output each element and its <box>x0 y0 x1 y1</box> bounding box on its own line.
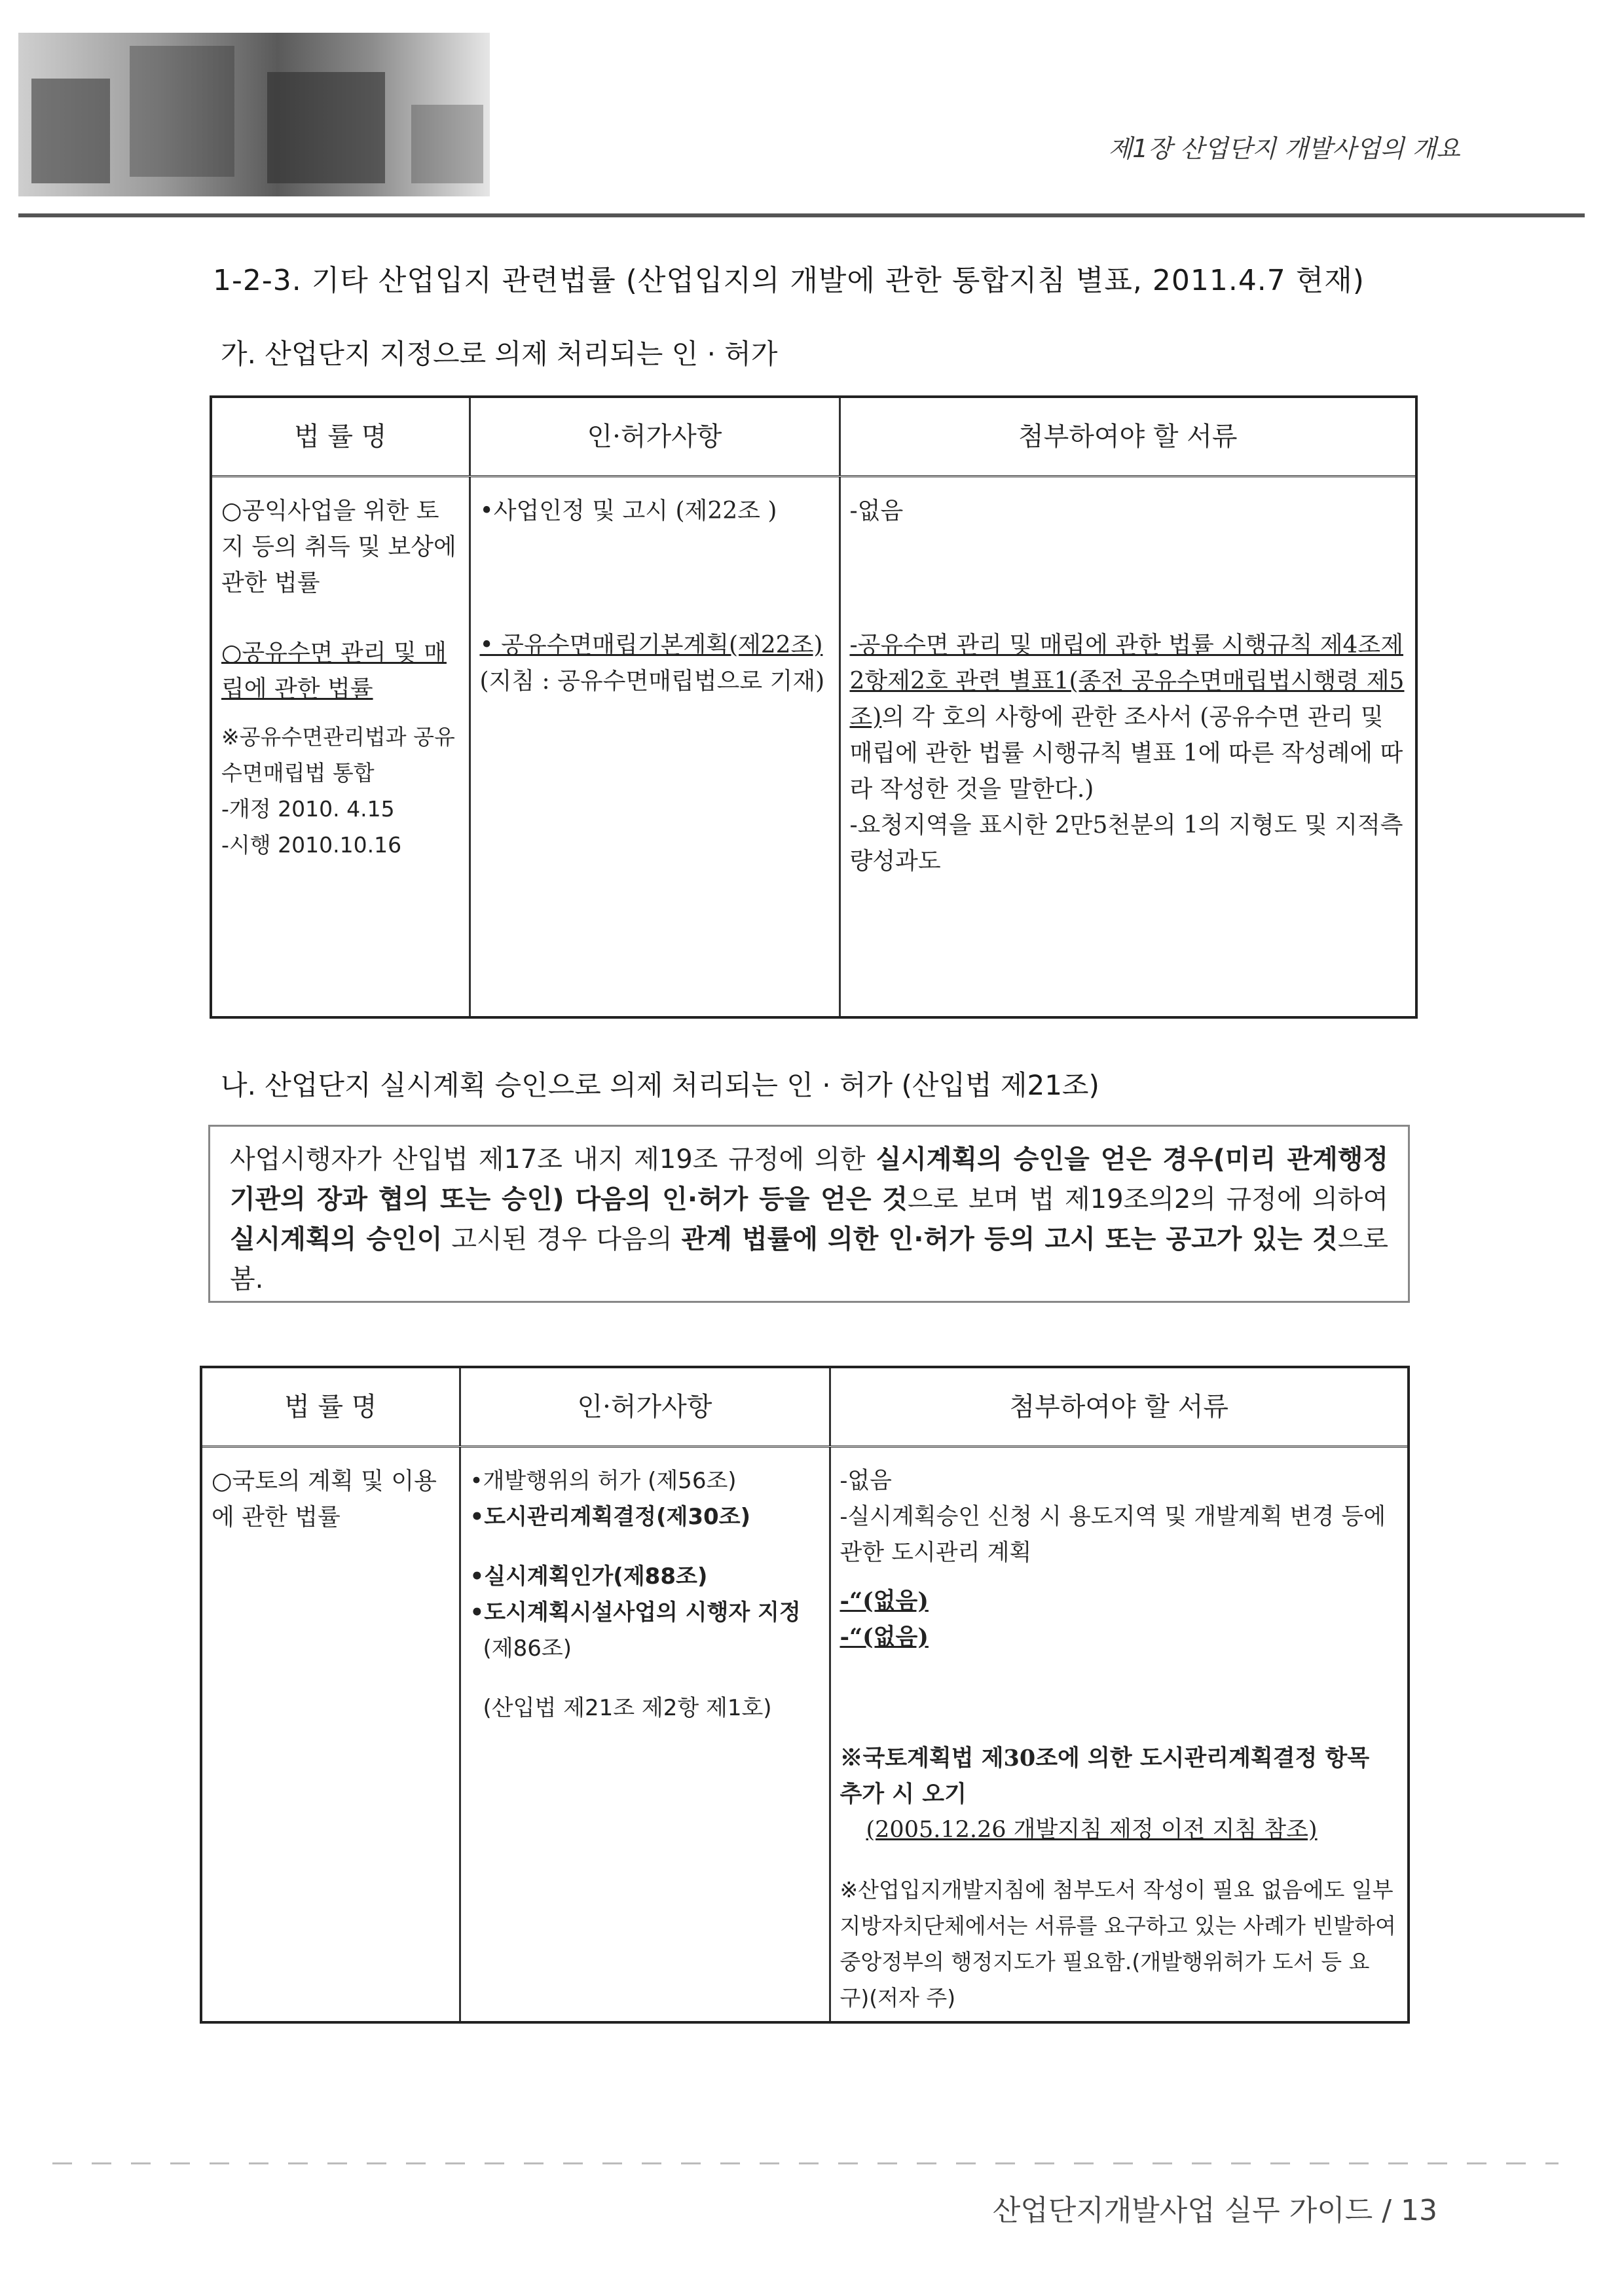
chapter-title: 제1장 산업단지 개발사업의 개요 <box>1108 134 1460 163</box>
permit-item: •도시관리계획결정(제30조) <box>470 1504 751 1530</box>
document-note-reference: (2005.12.26 개발지침 제정 이전 지침 참조) <box>866 1817 1318 1843</box>
law-name: ○공익사업을 위한 토지 등의 취득 및 보상에 관한 법률 <box>221 498 456 596</box>
permit-cell <box>460 1447 830 2023</box>
header-permit: 인·허가사항 <box>460 1367 830 1447</box>
law-name-cell <box>211 477 470 1018</box>
document-item: -“(없음) <box>840 1624 929 1650</box>
law-note: -시행 2010.10.16 <box>221 832 402 858</box>
permit-item: •사업인정 및 고시 (제22조 ) <box>479 498 777 524</box>
document-item: -없음 <box>840 1468 892 1494</box>
document-item: -실시계획승인 신청 시 용도지역 및 개발계획 변경 등에 관한 도시관리 계획 <box>840 1504 1386 1566</box>
notice-text: 사업시행자가 산입법 제17조 내지 제19조 규정에 의한 <box>230 1144 876 1175</box>
law-name: ○공유수면 관리 및 매립에 관한 법률 <box>221 640 447 702</box>
document-item: -없음 <box>849 498 904 524</box>
document-text: 의 각 호의 사항에 관한 조사서 (공유수면 관리 및 매립에 관한 법률 시행규칙 별표 1에 따른 작성례에 따라 작성한 것을 말한다.) <box>849 704 1403 803</box>
header-documents: 첨부하여야 할 서류 <box>840 397 1416 477</box>
notice-bold-text: 실시계획의 승인이 <box>230 1224 443 1254</box>
document-note: ※국토계획법 제30조에 의한 도시관리계획결정 항목 추가 시 오기 <box>840 1745 1370 1808</box>
header-permit: 인·허가사항 <box>470 397 840 477</box>
header-law-name: 법 률 명 <box>211 397 470 477</box>
documents-cell <box>840 477 1416 1018</box>
document-item: -“(없음) <box>840 1588 929 1614</box>
notice-text: 고시된 경우 다음의 <box>442 1224 682 1254</box>
permit-item: •개발행위의 허가 (제56조) <box>470 1468 737 1494</box>
permit-item: •도시계획시설사업의 시행자 지정 <box>470 1599 801 1626</box>
header-divider <box>18 213 1585 217</box>
permit-cell <box>470 477 840 1018</box>
table-site-designation-permits <box>210 395 1418 1019</box>
notice-box <box>208 1125 1410 1303</box>
notice-text: 으로 보며 법 제19조의2의 규정에 의하여 <box>907 1184 1388 1214</box>
documents-cell <box>830 1447 1409 2023</box>
permit-item-note: (산입법 제21조 제2항 제1호) <box>483 1695 772 1721</box>
document-underlined-text: -공유수면 관리 및 매립에 관한 법률 시행규칙 제4조제2항제2호 관련 별표1(종전 공유수면매립법시행령 제5조) <box>849 632 1405 731</box>
document-note: ※산업입지개발지침에 첨부도서 작성이 필요 없음에도 일부 지방자치단체에서는 서류를 요구하고 있는 사례가 빈발하여 중앙정부의 행정지도가 필요함.(개발행위허가 도서 등 요구)(저자 주) <box>840 1877 1396 2011</box>
document-item: -요청지역을 표시한 2만5천분의 1의 지형도 및 지적측량성과도 <box>849 812 1403 875</box>
footer-divider <box>52 2162 1559 2164</box>
document-item <box>850 627 1407 807</box>
subsection-b-heading: 나. 산업단지 실시계획 승인으로 의제 처리되는 인 · 허가 (산입법 제21조) <box>221 1069 1099 1101</box>
notice-text: 으로 봄. <box>230 1224 1389 1294</box>
table-implementation-plan-permits <box>200 1366 1410 2024</box>
table-header-row <box>201 1367 1409 1447</box>
header-documents: 첨부하여야 할 서류 <box>830 1367 1409 1447</box>
table-header-row <box>211 397 1416 477</box>
header-photo <box>18 33 490 196</box>
law-name: ○국토의 계획 및 이용에 관한 법률 <box>212 1468 437 1531</box>
permit-item: • 공유수면매립기본계획(제22조) <box>479 632 823 659</box>
table-row <box>201 1447 1409 2023</box>
table-row <box>211 477 1416 1018</box>
notice-bold-text: 실시계획의 승인을 얻은 경우(미리 관계행정기관의 장과 협의 또는 승인) 다음의 인·허가 등을 얻은 것 <box>230 1144 1388 1214</box>
header-law-name: 법 률 명 <box>201 1367 460 1447</box>
law-name-cell <box>201 1447 460 2023</box>
permit-item: •실시계획인가(제88조) <box>470 1563 708 1590</box>
subsection-a-heading: 가. 산업단지 지정으로 의제 처리되는 인 · 허가 <box>221 338 778 370</box>
law-note: -개정 2010. 4.15 <box>221 796 395 822</box>
notice-bold-text: 관계 법률에 의한 인·허가 등의 고시 또는 공고가 있는 것 <box>681 1224 1338 1254</box>
section-heading: 1-2-3. 기타 산업입지 관련법률 (산업입지의 개발에 관한 통합지침 별표, 2011.4.7 현재) <box>213 264 1365 297</box>
permit-item-article: (제86조) <box>483 1635 572 1662</box>
law-note: ※공유수면관리법과 공유수면매립법 통합 <box>221 724 455 786</box>
footer-page-label: 산업단지개발사업 실무 가이드 / 13 <box>992 2194 1437 2227</box>
permit-item-note: (지침 : 공유수면매립법으로 기재) <box>479 668 825 695</box>
